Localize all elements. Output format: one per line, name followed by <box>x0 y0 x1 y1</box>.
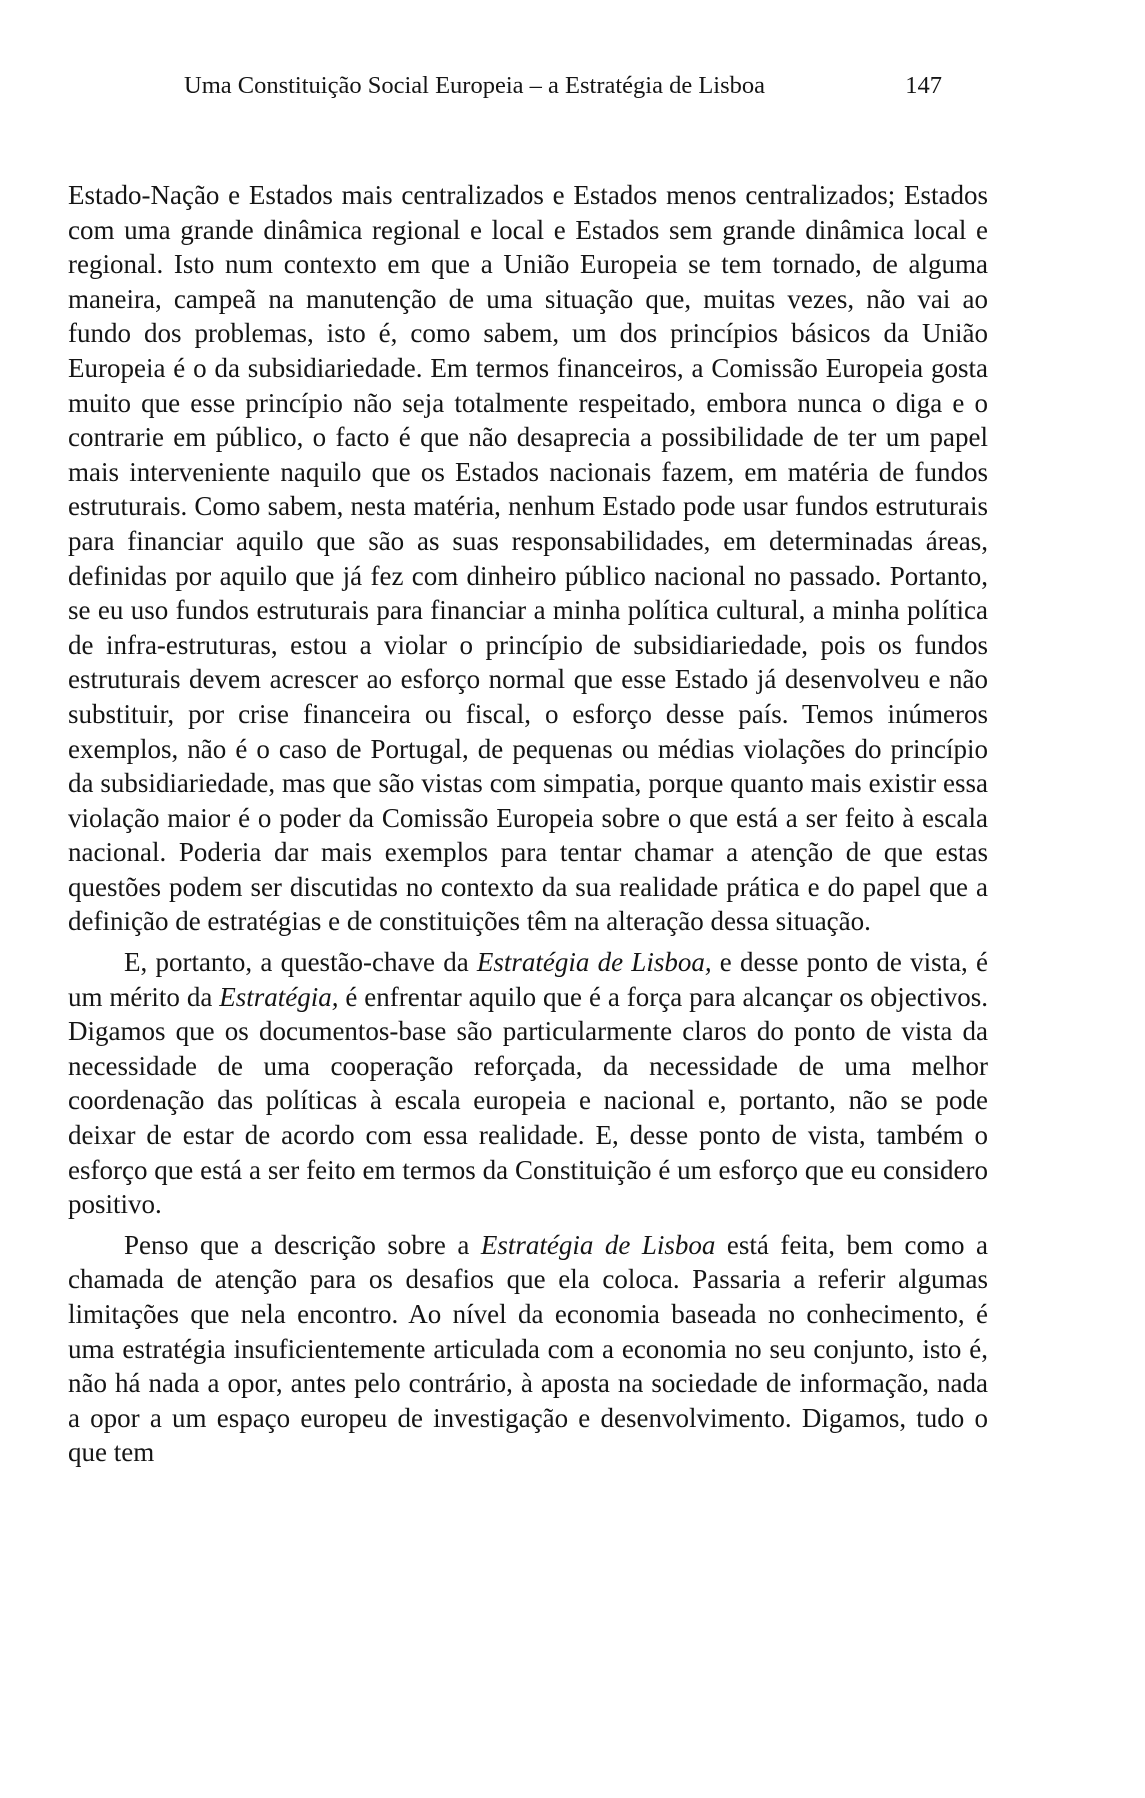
italic-title: Estratégia, <box>219 981 339 1012</box>
running-header <box>68 66 988 106</box>
page-number: 147 <box>905 72 942 99</box>
text-segment: é enfrentar aquilo que é a força para alcançar os objectivos. Digamos que os documentos-base são particularmente claros do ponto de vista da necessidade de uma cooperação reforçada, da necessidade de uma melhor coordenação das políticas à escala europeia e nacional e, portanto, não se pode deixar de estar de acordo com essa realidade. E, desse ponto de vista, também o esforço que está a ser feito em termos da Constituição é um esforço que eu considero positivo. <box>68 981 988 1220</box>
paragraph-1 <box>68 178 988 939</box>
text-segment: E, portanto, a questão-chave da <box>124 947 477 978</box>
paragraph-3 <box>68 1228 988 1470</box>
text-segment: Penso que a descrição sobre a <box>124 1229 481 1260</box>
italic-title: Estratégia de Lisboa, <box>476 947 712 978</box>
running-title: Uma Constituição Social Europeia – a Estratégia de Lisboa <box>184 72 766 99</box>
text-segment: e desse ponto de vista, é um mérito da <box>68 947 988 1012</box>
paragraph-2 <box>68 945 988 1222</box>
text-segment: Estado-Nação e Estados mais centralizados e Estados menos centralizados; Estados com uma grande dinâmica regional e local e Estados sem grande dinâmica local e regional. Isto num contexto em que a União Europeia se tem tornado, de alguma maneira, campeã na manutenção de uma situação que, muitas vezes, não vai ao fundo dos problemas, isto é, como sabem, um dos princípios básicos da União Europeia é o da subsidiariedade. Em termos financeiros, a Comissão Europeia gosta muito que esse princípio não seja totalmente respeitado, embora nunca o diga e o contrarie em público, o facto é que não desaprecia a possibilidade de ter um papel mais interveniente naquilo que os Estados nacionais fazem, em matéria de fundos estruturais. Como sabem, nesta matéria, nenhum Estado pode usar fundos estruturais para financiar aquilo que são as suas responsabilidades, em determinadas áreas, definidas por aquilo que já fez com dinheiro público nacional no passado. Portanto, se eu uso fundos estruturais para financiar a minha política cultural, a minha política de infra-estruturas, estou a violar o princípio de subsidiariedade, pois os fundos estruturais devem acrescer ao esforço normal que esse Estado já desenvolveu e não substituir, por crise financeira ou fiscal, o esforço desse país. Temos inúmeros exemplos, não é o caso de Portugal, de pequenas ou médias violações do princípio da subsidiariedade, mas que são vistas com simpatia, porque quanto mais existir essa violação maior é o poder da Comissão Europeia sobre o que está a ser feito à escala nacional. Poderia dar mais exemplos para tentar chamar a atenção de que estas questões podem ser discutidas no contexto da sua realidade prática e do papel que a definição de estratégias e de constituições têm na alteração dessa situação. <box>68 180 988 937</box>
body-text <box>68 178 988 1470</box>
italic-title: Estratégia de Lisboa <box>480 1229 716 1260</box>
book-page <box>68 66 988 1470</box>
text-segment: está feita, bem como a chamada de atenção para os desafios que ela coloca. Passaria a referir algumas limitações que nela encontro. Ao nível da economia baseada no conhecimento, é uma estratégia insuficientemente articulada com a economia no seu conjunto, isto é, não há nada a opor, antes pelo contrário, à aposta na sociedade de informação, nada a opor a um espaço europeu de investigação e desenvolvimento. Digamos, tudo o que tem <box>68 1229 988 1468</box>
